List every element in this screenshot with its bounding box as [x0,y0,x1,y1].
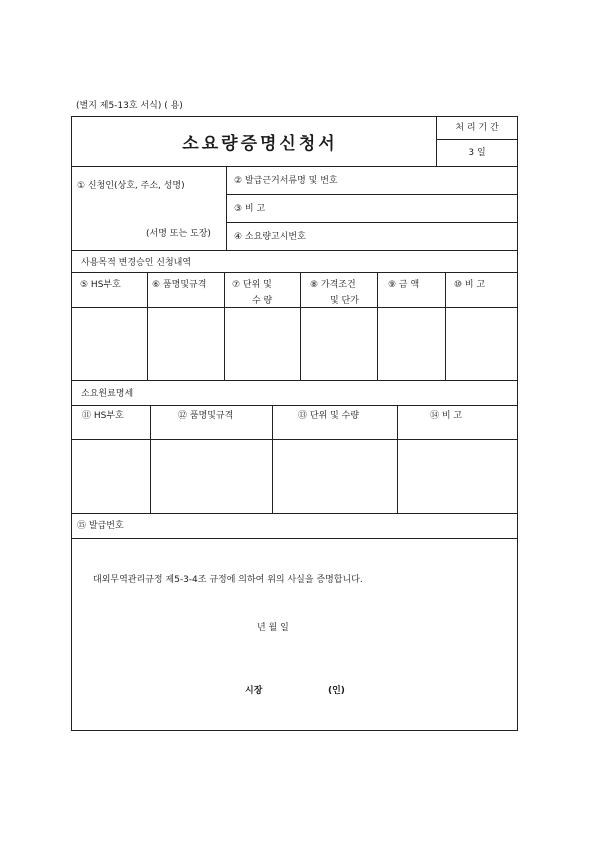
section1-title-bottom [71,272,518,273]
processing-split [436,139,518,140]
processing-label: 처 리 기 간 [455,123,499,133]
frame-bottom [71,730,518,731]
applicant-block-bottom [71,250,518,251]
s2-col-3 [397,405,398,513]
issue-label-bottom [71,538,518,539]
section2-header-bottom [71,439,518,440]
s1-header-quantity: 수 량 [252,296,273,306]
s1-col-1 [147,272,148,380]
frame-left [71,116,72,731]
s2-header-unit-quantity: ⑬ 단위 및 수량 [298,411,360,421]
s1-header-unit-price: 및 단가 [330,296,359,306]
s2-col-1 [150,405,151,513]
section1-bottom [71,380,518,381]
s1-header-remarks: ⑩ 비 고 [454,280,486,290]
processing-value: 3 일 [468,148,486,158]
s2-header-hs-code: ⑪ HS부호 [82,411,124,421]
signer-title: 시장 [245,686,263,696]
basis-document-label: ② 발급근거서류명 및 번호 [234,176,338,186]
form-title: 소요량증명신청서 [182,134,338,154]
s2-header-remarks: ⑭ 비 고 [430,411,463,421]
section1-header-bottom [71,307,518,308]
section1-title: 사용목적 변경승인 신청내역 [81,258,192,268]
official-seal: (인) [328,686,345,696]
s2-header-item-spec: ⑫ 품명및규격 [178,411,234,421]
certification-statement: 대외무역관리규정 제5-3-4조 규정에 의하여 위의 사실을 증명합니다. [93,575,363,585]
right-row-1-bottom [226,194,518,195]
applicant-seal: (서명 또는 도장) [146,229,211,239]
s1-col-4 [377,272,378,380]
applicant-label: ① 신청인(상호, 주소, 성명) [77,181,185,191]
s1-col-2 [224,272,225,380]
section2-bottom [71,513,518,514]
s1-col-5 [445,272,446,380]
s1-header-price-terms: ⑧ 가격조건 [310,280,356,290]
frame-right [517,116,518,731]
notice-number-label: ④ 소요량고시번호 [234,232,306,242]
form-reference: (별지 제5-13호 서식) ( 용) [76,101,183,111]
issue-date: 년 월 일 [257,623,289,633]
s1-header-unit: ⑦ 단위 및 [232,280,272,290]
title-row-bottom [71,166,518,167]
right-row-2-bottom [226,222,518,223]
remarks-label: ③ 비 고 [234,204,266,214]
s1-header-item-spec: ⑥ 품명및규격 [152,280,207,290]
applicant-divider [226,166,227,250]
s1-header-hs-code: ⑤ HS부호 [80,280,121,290]
s1-col-3 [300,272,301,380]
s1-header-amount: ⑨ 금 액 [388,280,420,290]
s2-col-2 [272,405,273,513]
section2-title-bottom [71,405,518,406]
section2-title: 소요원료명세 [81,389,134,399]
frame-top [71,116,518,117]
issue-number-label: ⑮ 발급번호 [77,521,124,531]
